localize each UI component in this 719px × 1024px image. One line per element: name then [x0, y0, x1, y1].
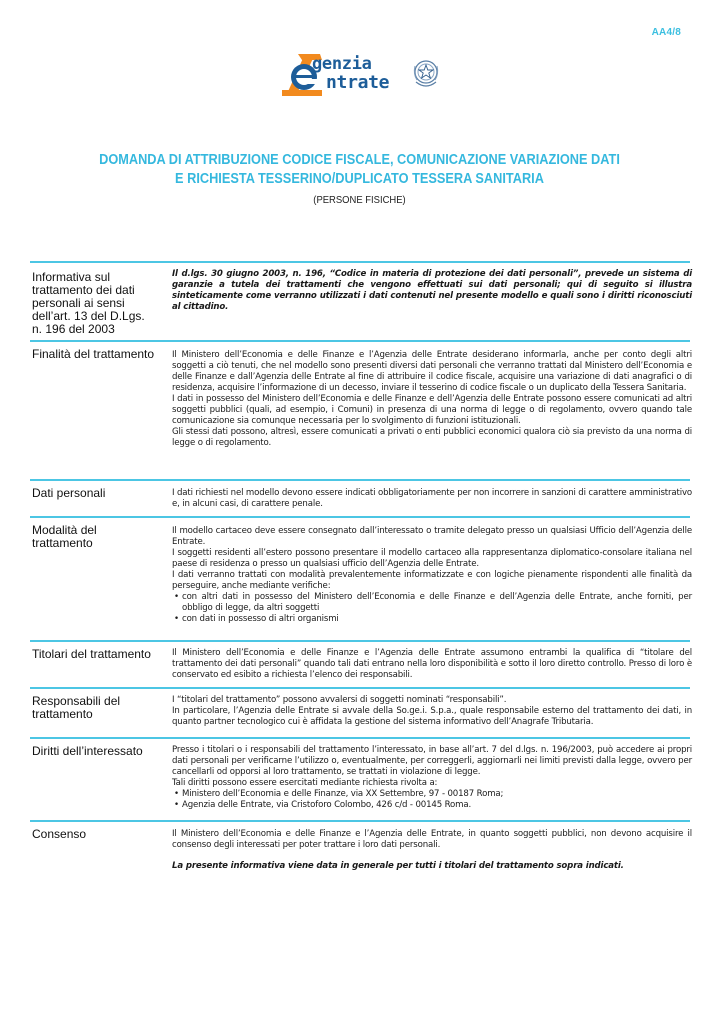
- title-subtitle: (PERSONE FISICHE): [313, 194, 406, 206]
- section-body-informativa: [172, 269, 692, 313]
- page-code: AA4/8: [651, 27, 681, 38]
- paragraph: Il modello cartaceo deve essere consegnato dall’interessato o tramite delegato presso un qualsiasi Ufficio dell’Agenzia delle Entrate.: [172, 526, 692, 547]
- section-body-consenso: [172, 829, 692, 872]
- bullet-icon: •: [174, 614, 179, 624]
- section-body-titolari: [172, 648, 692, 681]
- section-label-modalita: Modalità del trattamento: [32, 523, 97, 550]
- italian-republic-emblem-icon: [411, 56, 441, 90]
- logo-word-ntrate: ntrate: [326, 72, 390, 93]
- section-body-finalita: [172, 350, 692, 449]
- title-line-2: E RICHIESTA TESSERINO/DUPLICATO TESSERA SANITARIA: [175, 171, 544, 187]
- paragraph: Il Ministero dell’Economia e delle Finanze e l’Agenzia delle Entrate assumono entrambi la qualifica di “titolare del trattamento dei dati personali” quando tali dati entrano nella loro disponibilità e sotto il loro diretto controllo. Presso di loro è conservato ed esibito a richiesta l’elenco dei responsabili.: [172, 648, 692, 680]
- form-title: [0, 151, 719, 206]
- bullet-icon: •: [174, 592, 179, 602]
- paragraph: I soggetti residenti all’estero possono presentare il modello cartaceo alla rappresentanza diplomatico-consolare italiana nel paese di residenza o presso un qualsiasi ufficio dell’Agenzia delle Entrate.: [172, 548, 692, 569]
- section-label-diritti: Diritti dell’interessato: [32, 744, 143, 758]
- section-body-dati-personali: [172, 488, 692, 510]
- bullet-item: • con dati in possesso di altri organismi: [174, 614, 339, 624]
- divider-rule: [30, 820, 690, 822]
- section-body-responsabili: [172, 695, 692, 728]
- section-label-titolari: Titolari del trattamento: [32, 647, 151, 661]
- divider-rule: [30, 640, 690, 642]
- paragraph: I “titolari del trattamento” possono avvalersi di soggetti nominati “responsabili”.: [172, 695, 507, 705]
- paragraph: Il d.lgs. 30 giugno 2003, n. 196, “Codice in materia di protezione dei dati personali”, prevede un sistema di garanzie a tutela dei trattamenti che vengono effettuati sui dati personali; qui di seguito si illustra sinteticamente come verranno utilizzati i dati contenuti nel presente modello e quali sono i diritti riconosciuti al cittadino.: [172, 269, 692, 312]
- paragraph: Il Ministero dell’Economia e delle Finanze e l’Agenzia delle Entrate, in quanto soggetti pubblici, non devono acquisire il consenso degli interessati per poter trattare i loro dati personali.: [172, 829, 692, 850]
- paragraph: In particolare, l’Agenzia delle Entrate si avvale della So.ge.i. S.p.a., quale responsabile esterno del trattamento dei dati, in quanto partner tecnologico cui è affidata la gestione del sistema informativo dell’Anagrafe Tributaria.: [172, 706, 692, 727]
- divider-rule: [30, 479, 690, 481]
- bullet-icon: •: [174, 789, 179, 799]
- logo-word-genzia: genzia: [312, 54, 372, 74]
- paragraph: Gli stessi dati possono, altresì, essere comunicati a privati o enti pubblici economici qualora ciò sia previsto da una norma di legge o di regolamento.: [172, 427, 692, 448]
- bullet-item: • Ministero dell’Economia e delle Finanze, via XX Settembre, 97 - 00187 Roma;: [174, 789, 504, 799]
- closing-statement: La presente informativa viene data in generale per tutti i titolari del trattamento sopra indicati.: [172, 861, 624, 871]
- paragraph: Tali diritti possono essere esercitati mediante richiesta rivolta a:: [172, 778, 438, 788]
- divider-rule: [30, 261, 690, 263]
- divider-rule: [30, 687, 690, 689]
- section-label-informativa: Informativa sul trattamento dei dati personali ai sensi dell’art. 13 del D.Lgs. n. 196 del 2003: [32, 270, 145, 336]
- title-line-1: DOMANDA DI ATTRIBUZIONE CODICE FISCALE, COMUNICAZIONE VARIAZIONE DATI: [99, 152, 620, 168]
- bullet-icon: •: [174, 800, 179, 810]
- bullet-item: • Agenzia delle Entrate, via Cristoforo Colombo, 426 c/d - 00145 Roma.: [174, 800, 472, 810]
- agenzia-entrate-logo: [280, 52, 440, 100]
- paragraph: I dati in possesso del Ministero dell’Economia e delle Finanze e dell’Agenzia delle Entrate possono essere comunicati ad altri soggetti pubblici (quali, ad esempio, i Comuni) in presenza di una norma di legge o di regolamento, ovvero quando tale comunicazione sia comunque necessaria per lo svolgimento di funzioni istituzionali.: [172, 394, 692, 426]
- section-label-finalita: Finalità del trattamento: [32, 347, 155, 361]
- paragraph: Presso i titolari o i responsabili del trattamento l’interessato, in base all’art. 7 del d.lgs. n. 196/2003, può accedere ai propri dati personali per verificarne l’utilizzo o, eventualmente, per correggerli, aggiornarli nei limiti previsti dalla legge, ovvero per cancellarli od opporsi al loro trattamento, se trattati in violazione di legge.: [172, 745, 692, 777]
- paragraph: I dati richiesti nel modello devono essere indicati obbligatoriamente per non incorrere in sanzioni di carattere amministrativo e, in alcuni casi, di carattere penale.: [172, 488, 692, 509]
- paragraph: I dati verranno trattati con modalità prevalentemente informatizzate e con logiche pienamente rispondenti alle finalità da perseguire, anche mediante verifiche:: [172, 570, 692, 591]
- section-label-dati-personali: Dati personali: [32, 486, 106, 500]
- section-body-modalita: [172, 526, 692, 625]
- section-body-diritti: [172, 745, 692, 811]
- bullet-item: • con altri dati in possesso del Ministero dell’Economia e delle Finanze e dell’Agenzia delle Entrate, anche forniti, per obbligo di legge, da altri soggetti: [174, 592, 692, 613]
- paragraph: Il Ministero dell’Economia e delle Finanze e l’Agenzia delle Entrate desiderano informarla, anche per conto degli altri soggetti a ciò tenuti, che nel modello sono presenti diversi dati personali che verranno trattati dal Ministero dell’Economia e delle Finanze e dall’Agenzia delle Entrate al fine di attribuire il codice fiscale, acquisire una variazione di dati anagrafici o di residenza, acquisire l’informazione di un decesso, inviare il tesserino di codice fiscale o un duplicato della Tessera Sanitaria.: [172, 350, 692, 393]
- divider-rule: [30, 516, 690, 518]
- section-label-responsabili: Responsabili del trattamento: [32, 694, 121, 721]
- section-label-consenso: Consenso: [32, 827, 87, 841]
- divider-rule: [30, 340, 690, 342]
- divider-rule: [30, 737, 690, 739]
